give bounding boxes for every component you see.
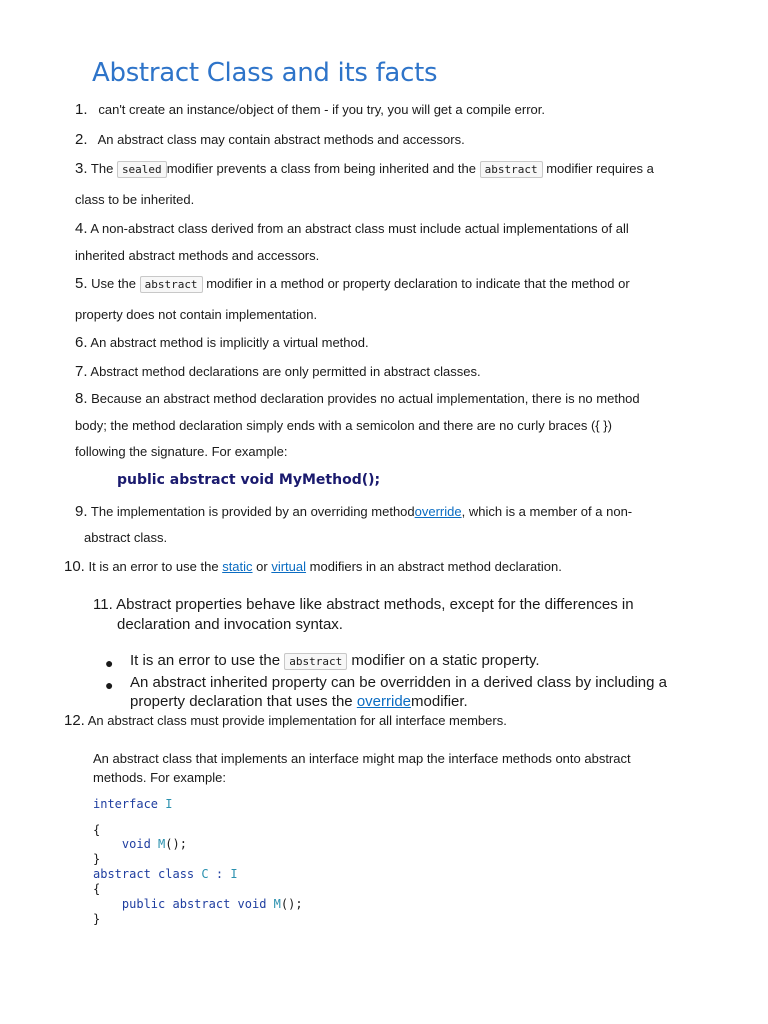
item-text: Abstract method declarations are only permitted in abstract classes.	[90, 364, 481, 379]
list-item-7	[75, 364, 481, 380]
list-item-3	[75, 161, 654, 178]
list-item-1	[75, 102, 545, 118]
item-number: 11.	[93, 596, 113, 613]
list-item-9	[75, 504, 632, 520]
code-punct: ();	[280, 897, 303, 911]
item-text: An abstract method is implicitly a virtual method.	[90, 335, 369, 350]
code-keyword: interface	[93, 797, 159, 811]
list-item-9-cont: abstract class.	[84, 530, 168, 545]
item-number: 9.	[75, 503, 88, 520]
bullet-icon: ●	[105, 677, 114, 693]
code-keyword: class	[158, 867, 195, 881]
list-item-3-cont: class to be inherited.	[75, 192, 195, 207]
list-item-11	[93, 595, 634, 615]
item-text: A non-abstract class derived from an abstract class must include actual implementations of all	[90, 221, 629, 236]
item-text: modifiers in an abstract method declaration.	[309, 559, 562, 574]
list-item-11-cont: declaration and invocation syntax.	[117, 616, 343, 633]
paragraph-line-2: methods. For example:	[93, 770, 226, 785]
code-method-name: M	[273, 897, 281, 911]
code-line-open-brace: {	[93, 882, 101, 896]
item-number: 4.	[75, 220, 88, 237]
code-keyword: abstract	[93, 867, 151, 881]
list-item-12	[64, 713, 507, 729]
code-punct: :	[215, 867, 224, 881]
bullet-item-1	[130, 651, 540, 672]
paragraph-line-1: An abstract class that implements an interface might map the interface methods onto abstract	[93, 751, 631, 766]
item-text: The	[90, 161, 114, 176]
bullet-icon: ●	[105, 655, 114, 671]
item-text: An abstract class must provide implementation for all interface members.	[87, 713, 507, 728]
item-text: Because an abstract method declaration provides no actual implementation, there is no method	[91, 391, 640, 406]
item-text: modifier requires a	[546, 161, 654, 176]
item-number: 7.	[75, 363, 88, 380]
list-item-8	[75, 391, 640, 407]
code-keyword: void	[121, 837, 151, 851]
inline-code: abstract	[140, 276, 203, 293]
inline-code: sealed	[117, 161, 167, 178]
item-number: 6.	[75, 334, 88, 351]
item-number: 1.	[75, 101, 88, 118]
item-text: An abstract class may contain abstract methods and accessors.	[97, 132, 465, 147]
item-number: 2.	[75, 131, 88, 148]
code-type: C	[201, 867, 209, 881]
page-title: Abstract Class and its facts	[92, 58, 438, 88]
list-item-5-cont: property does not contain implementation.	[75, 307, 318, 322]
code-line-close-brace: }	[93, 912, 101, 926]
virtual-link[interactable]: virtual	[271, 559, 307, 574]
item-text: , which is a member of a non-	[461, 504, 633, 519]
list-item-4-cont: inherited abstract methods and accessors.	[75, 248, 320, 263]
static-link[interactable]: static	[222, 559, 253, 574]
code-line-close-brace: }	[93, 852, 101, 866]
code-type: I	[230, 867, 238, 881]
override-link[interactable]: override	[356, 693, 412, 710]
code-keyword: void	[237, 897, 267, 911]
list-item-8-cont: body; the method declaration simply ends with a semicolon and there are no curly braces ({ })	[75, 418, 612, 433]
item-number: 12.	[64, 712, 85, 729]
item-text: Abstract properties behave like abstract methods, except for the differences in	[116, 596, 634, 613]
list-item-5	[75, 276, 630, 293]
code-line-open-brace: {	[93, 823, 101, 837]
bullet-text: modifier.	[411, 693, 468, 710]
code-method-name: M	[158, 837, 166, 851]
list-item-4	[75, 221, 629, 237]
list-item-8-cont2: following the signature. For example:	[75, 444, 288, 459]
item-text: The implementation is provided by an overriding method	[90, 504, 415, 519]
code-keyword: abstract	[172, 897, 231, 911]
bullet-item-2-cont	[130, 692, 468, 712]
bullet-item-2: An abstract inherited property can be overridden in a derived class by including a	[130, 674, 667, 691]
item-text: Use the	[91, 276, 136, 291]
code-punct: ();	[165, 837, 187, 851]
code-keyword: public	[121, 897, 166, 911]
item-number: 3.	[75, 160, 88, 177]
list-item-2	[75, 132, 465, 148]
code-line-method	[93, 837, 187, 852]
list-item-10	[64, 559, 562, 575]
bullet-text: property declaration that uses the	[130, 693, 353, 710]
bullet-text: modifier on a static property.	[351, 652, 540, 669]
item-number: 5.	[75, 275, 88, 292]
item-text: It is an error to use the	[88, 559, 219, 574]
item-number: 10.	[64, 558, 85, 575]
code-line-interface	[93, 797, 173, 812]
inline-code: abstract	[480, 161, 543, 178]
item-text: can't create an instance/object of them - if you try, you will get a compile error.	[98, 102, 545, 117]
item-text: modifier in a method or property declaration to indicate that the method or	[206, 276, 630, 291]
list-item-6	[75, 335, 369, 351]
item-text: modifier prevents a class from being inherited and the	[166, 161, 476, 176]
code-line-abstract-method	[93, 897, 303, 912]
item-text: or	[256, 559, 268, 574]
bullet-text: It is an error to use the	[130, 652, 281, 669]
inline-code: abstract	[284, 653, 347, 670]
code-line-class	[93, 867, 238, 882]
example-method-signature: public abstract void MyMethod();	[117, 472, 381, 488]
override-link[interactable]: override	[414, 504, 462, 519]
code-type: I	[165, 797, 173, 811]
item-number: 8.	[75, 390, 88, 407]
